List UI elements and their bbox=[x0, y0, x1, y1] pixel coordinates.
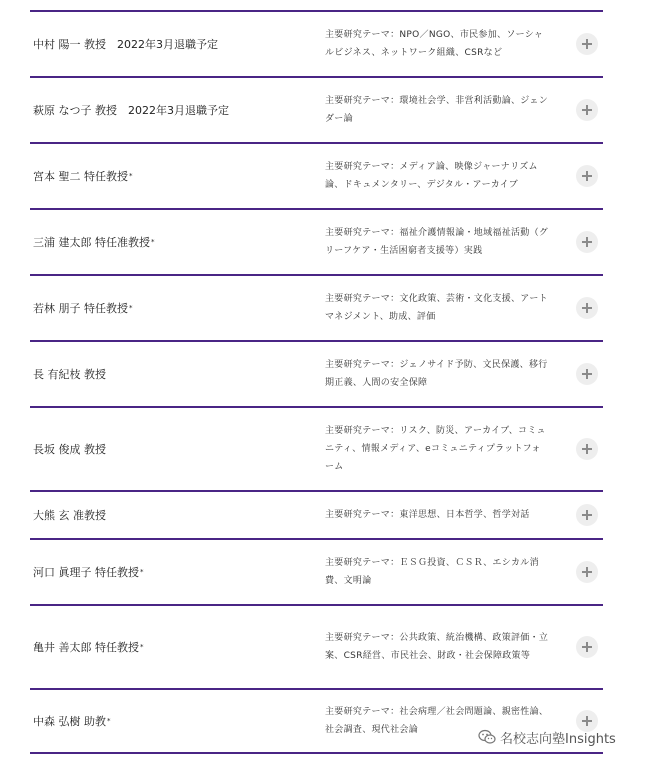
faculty-name-asterisk: * bbox=[129, 304, 133, 312]
faculty-name-text: 亀井 善太郎 特任教授 bbox=[33, 641, 139, 654]
faculty-name bbox=[33, 12, 219, 76]
watermark bbox=[478, 726, 616, 748]
faculty-name-asterisk: * bbox=[107, 717, 111, 725]
faculty-name-text: 中森 弘樹 助教 bbox=[33, 715, 106, 728]
faculty-row bbox=[30, 76, 603, 142]
faculty-row bbox=[30, 538, 603, 604]
faculty-name bbox=[33, 690, 111, 752]
faculty-name-text: 萩原 なつ子 教授 2022年3月退職予定 bbox=[33, 104, 229, 117]
expand-plus-icon[interactable] bbox=[576, 438, 598, 460]
expand-plus-icon[interactable] bbox=[576, 636, 598, 658]
research-theme-text: 主要研究テーマ：NPO／NGO、市民参加、ソーシャルビジネス、ネットワーク組織、CSRなど bbox=[325, 30, 544, 58]
faculty-name-text: 長 有紀枝 教授 bbox=[33, 368, 106, 381]
faculty-name-asterisk: * bbox=[140, 643, 144, 651]
research-theme bbox=[325, 12, 549, 76]
faculty-row bbox=[30, 274, 603, 340]
faculty-name bbox=[33, 78, 230, 142]
faculty-name bbox=[33, 144, 133, 208]
faculty-name-text: 宮本 聖二 特任教授 bbox=[33, 170, 128, 183]
research-theme bbox=[325, 540, 549, 604]
faculty-row bbox=[30, 142, 603, 208]
research-theme bbox=[325, 276, 549, 340]
research-theme-text: 主要研究テーマ：東洋思想、日本哲学、哲学対話 bbox=[325, 510, 530, 520]
research-theme-text: 主要研究テーマ：環境社会学、非営利活動論、ジェンダー論 bbox=[325, 96, 549, 124]
faculty-name bbox=[33, 540, 144, 604]
research-theme bbox=[325, 210, 549, 274]
research-theme bbox=[325, 144, 549, 208]
faculty-name-asterisk: * bbox=[151, 238, 155, 246]
research-theme-text: 主要研究テーマ：社会病理／社会問題論、親密性論、社会調査、現代社会論 bbox=[325, 707, 549, 735]
wechat-icon bbox=[478, 729, 496, 745]
faculty-row bbox=[30, 208, 603, 274]
faculty-name bbox=[33, 342, 107, 406]
faculty-row bbox=[30, 10, 603, 76]
faculty-name-text: 若林 朋子 特任教授 bbox=[33, 302, 128, 315]
research-theme-text: 主要研究テーマ：文化政策、芸術・文化支援、アートマネジメント、助成、評価 bbox=[325, 294, 548, 322]
expand-plus-icon[interactable] bbox=[576, 561, 598, 583]
research-theme-text: 主要研究テーマ：メディア論、映像ジャーナリズム論、ドキュメンタリー、デジタル・アーカイブ bbox=[325, 162, 538, 190]
faculty-row bbox=[30, 604, 603, 688]
research-theme bbox=[325, 342, 549, 406]
faculty-name bbox=[33, 492, 107, 538]
research-theme-text: 主要研究テーマ：公共政策、統治機構、政策評価・立案、CSR経営、市民社会、財政・社会保障政策等 bbox=[325, 633, 549, 661]
research-theme-text: 主要研究テーマ：リスク、防災、アーカイブ、コミュニティ、情報メディア、eコミュニティプラットフォーム bbox=[325, 426, 546, 472]
faculty-name-text: 中村 陽一 教授 2022年3月退職予定 bbox=[33, 38, 218, 51]
expand-plus-icon[interactable] bbox=[576, 99, 598, 121]
expand-plus-icon[interactable] bbox=[576, 297, 598, 319]
expand-plus-icon[interactable] bbox=[576, 504, 598, 526]
expand-plus-icon[interactable] bbox=[576, 33, 598, 55]
faculty-name bbox=[33, 408, 107, 490]
research-theme-text: 主要研究テーマ：ＥＳＧ投資、ＣＳＲ、エシカル消費、文明論 bbox=[325, 558, 539, 586]
research-theme-text: 主要研究テーマ：福祉介護情報論・地域福祉活動（グリーフケア・生活困窮者支援等）実践 bbox=[325, 228, 549, 256]
faculty-name-text: 河口 眞理子 特任教授 bbox=[33, 566, 139, 579]
research-theme-text: 主要研究テーマ：ジェノサイド予防、文民保護、移行期正義、人間の安全保障 bbox=[325, 360, 548, 388]
faculty-name bbox=[33, 606, 144, 688]
faculty-row bbox=[30, 340, 603, 406]
faculty-name-text: 長坂 俊成 教授 bbox=[33, 443, 106, 456]
faculty-name-asterisk: * bbox=[129, 172, 133, 180]
research-theme bbox=[325, 492, 549, 538]
faculty-name-asterisk: * bbox=[140, 568, 144, 576]
research-theme bbox=[325, 408, 549, 490]
research-theme bbox=[325, 606, 549, 688]
expand-plus-icon[interactable] bbox=[576, 363, 598, 385]
research-theme bbox=[325, 78, 549, 142]
faculty-row bbox=[30, 490, 603, 538]
faculty-row bbox=[30, 406, 603, 490]
expand-plus-icon[interactable] bbox=[576, 231, 598, 253]
expand-plus-icon[interactable] bbox=[576, 165, 598, 187]
faculty-list bbox=[30, 10, 603, 754]
faculty-name-text: 大熊 玄 准教授 bbox=[33, 509, 106, 522]
faculty-name bbox=[33, 210, 155, 274]
faculty-name bbox=[33, 276, 133, 340]
watermark-text: 名校志向塾Insights bbox=[500, 731, 616, 747]
faculty-name-text: 三浦 建太郎 特任准教授 bbox=[33, 236, 150, 249]
